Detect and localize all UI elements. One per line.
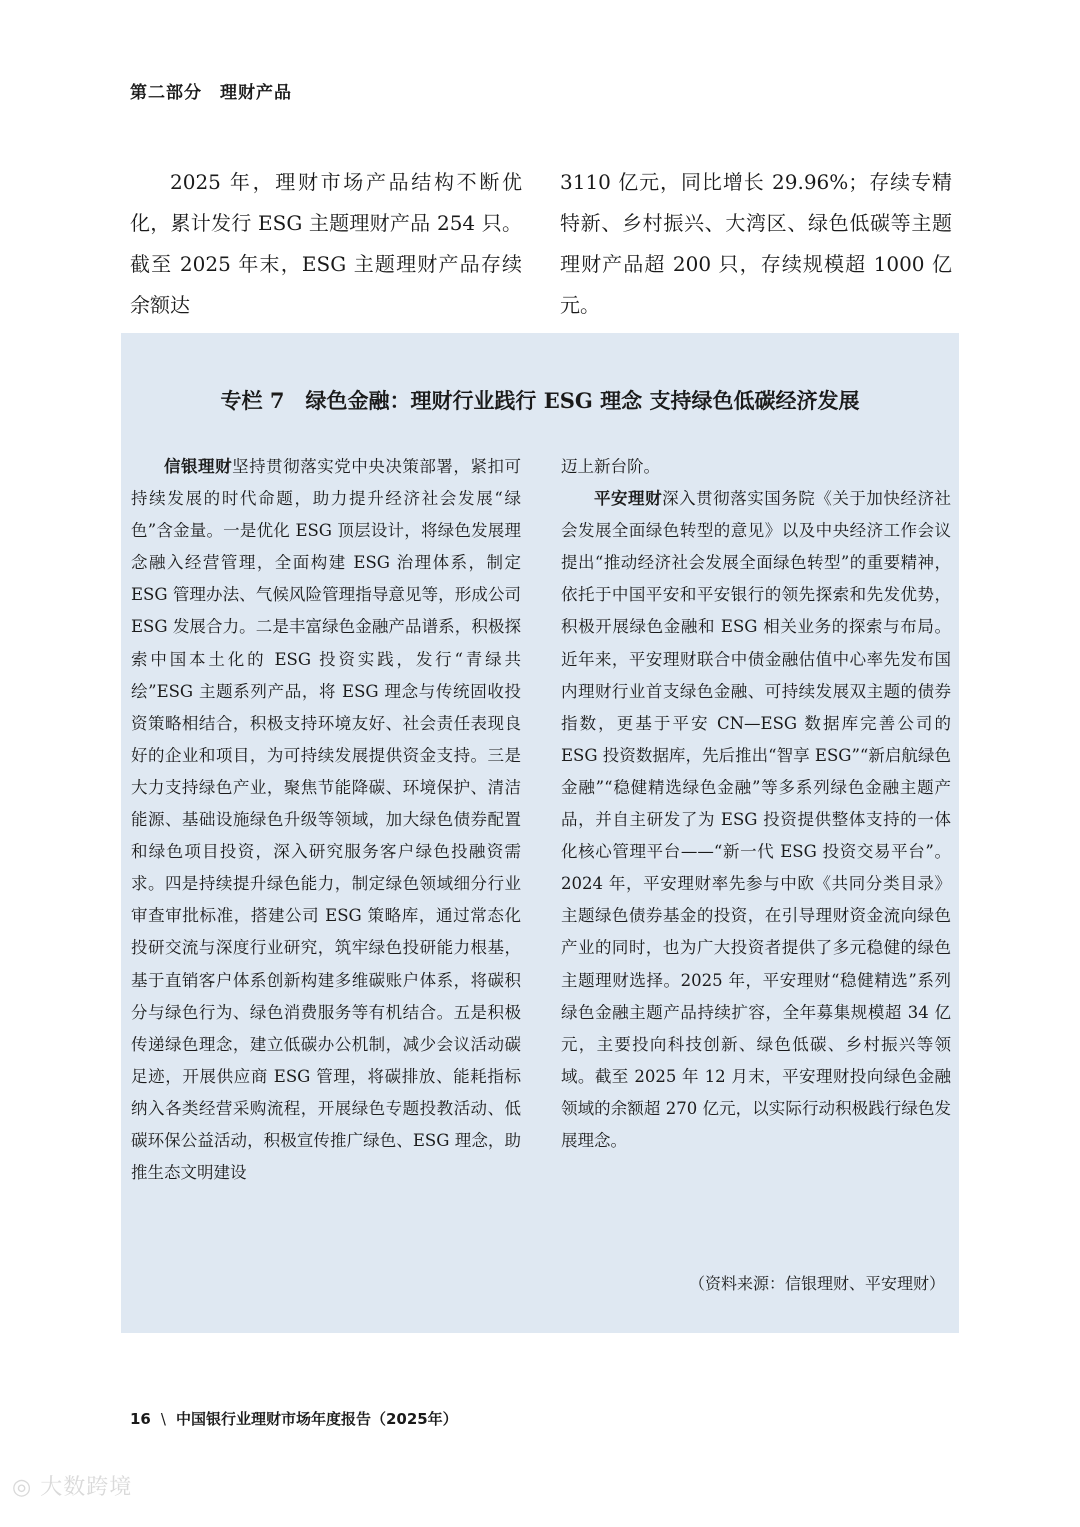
pingan-wealth-text: 深入贯彻落实国务院《关于加快经济社会发展全面绿色转型的意见》以及中央经济工作会议提出“推动经济社会发展全面绿色转型”的重要精神，依托于中国平安和平安银行的领先探索和先发优势，积极开展绿色金融和 ESG 相关业务的探索与布局。近年来，平安理财联合中债金融估值中心率先发布国内理财行业首支绿色金融、可持续发展双主题的债券指数，更基于平安 CN—ESG 数据库完善公司的 ESG 投资数据库，先后推出“智享 ESG”“新启航绿色金融”“稳健精选绿色金融”等多系列绿色金融主题产品，并自主研发了为 ESG 投资提供整体支持的一体化核心管理平台——“新一代 ESG 投资交易平台”。2024 年，平安理财率先参与中欧《共同分类目录》主题绿色债券基金的投资，在引导理财资金流向绿色产业的同时，也为广大投资者提供了多元稳健的绿色主题理财选择。2025 年，平安理财“稳健精选”系列绿色金融主题产品持续扩容，全年募集规模超 34 亿元，主要投向科技创新、绿色低碳、乡村振兴等领域。截至 2025 年 12 月末，平安理财投向绿色金融领域的余额超 270 亿元，以实际行动积极践行绿色发展理念。 xyxy=(561,489,952,1150)
section-header: 第二部分 理财产品 xyxy=(130,83,292,103)
page-number: 16 xyxy=(130,1410,151,1428)
page-footer xyxy=(130,1408,458,1429)
pingan-wealth-lead: 平安理财 xyxy=(594,489,663,509)
report-title: 中国银行业理财市场年度报告（2025年） xyxy=(175,1410,458,1428)
footer-separator: \ xyxy=(160,1410,166,1428)
intro-paragraph xyxy=(130,162,952,326)
citic-wealth-text: 坚持贯彻落实党中央决策部署，紧扣可持续发展的时代命题，助力提升经济社会发展“绿色”含金量。一是优化 ESG 顶层设计，将绿色发展理念融入经营管理，全面构建 ESG 治理体系，制定 ESG 管理办法、气候风险管理指导意见等，形成公司 ESG 发展合力。二是丰富绿色金融产品谱系，积极探索中国本土化的 ESG 投资实践，发行“青绿共绘”ESG 主题系列产品，将 ESG 理念与传统固收投资策略相结合，积极支持环境友好、社会责任表现良好的企业和项目，为可持续发展提供资金支持。三是大力支持绿色产业，聚焦节能降碳、环境保护、清洁能源、基础设施绿色升级等领域，加大绿色债券配置和绿色项目投资，深入研究服务客户绿色投融资需求。四是持续提升绿色能力，制定绿色领域细分行业审查审批标准，搭建公司 ESG 策略库，通过常态化投研交流与深度行业研究，筑牢绿色投研能力根基，基于直销客户体系创新构建多维碳账户体系，将碳积分与绿色行为、绿色消费服务等有机结合。五是积极传递绿色理念，建立低碳办公机制，减少会议活动碳足迹，开展供应商 ESG 管理，将碳排放、能耗指标纳入各类经营采购流程，开展绿色专题投教活动、低碳环保公益活动，积极宣传推广绿色、ESG 理念，助推生态文明建设 xyxy=(131,457,522,1183)
paragraph-pingan-wealth xyxy=(561,483,951,1157)
feature-box-left-column xyxy=(131,451,521,1189)
paragraph-citic-wealth xyxy=(131,451,521,1189)
citic-wealth-lead: 信银理财 xyxy=(164,457,233,476)
watermark-logo-icon: ◎ xyxy=(12,1475,33,1500)
watermark xyxy=(12,1470,132,1501)
feature-box-title: 专栏 7 绿色金融：理财行业践行 ESG 理念 支持绿色低碳经济发展 xyxy=(220,388,860,413)
source-note: （资料来源：信银理财、平安理财） xyxy=(688,1274,945,1293)
citic-wealth-continuation: 迈上新台阶。 xyxy=(561,457,660,476)
intro-left-column: 2025 年，理财市场产品结构不断优化，累计发行 ESG 主题理财产品 254 只。截至 2025 年末，ESG 主题理财产品存续余额达 xyxy=(130,170,522,317)
intro-right-column: 3110 亿元，同比增长 29.96%；存续专精特新、乡村振兴、大湾区、绿色低碳等主题理财产品超 200 只，存续规模超 1000 亿元。 xyxy=(560,170,952,317)
feature-box xyxy=(121,333,959,1333)
feature-box-right-column xyxy=(561,451,951,1189)
watermark-text: 大数跨境 xyxy=(40,1475,133,1500)
feature-box-columns xyxy=(131,451,951,1189)
